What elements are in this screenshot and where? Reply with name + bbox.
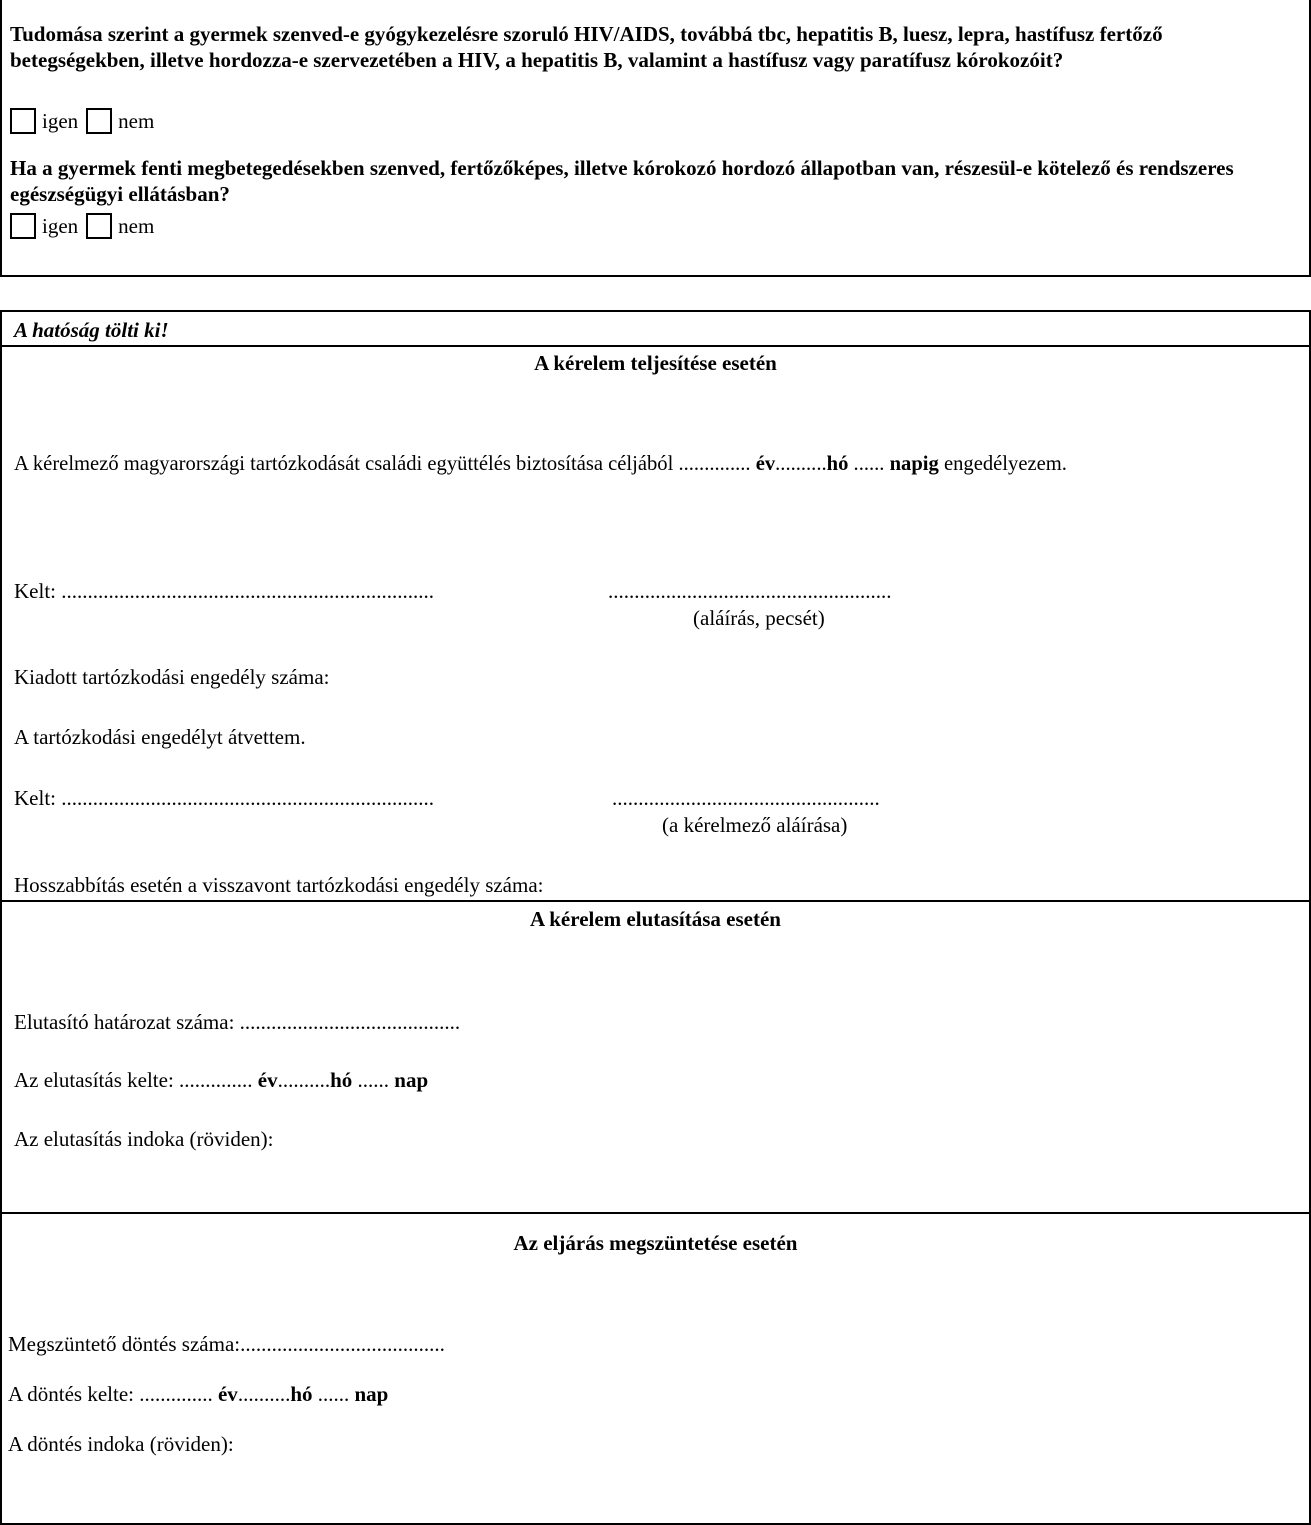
permit-number-label: Kiadott tartózkodási engedély száma:	[14, 665, 330, 689]
question2-no-checkbox[interactable]	[86, 213, 112, 239]
terminate-month-blank: ..........	[237, 1382, 291, 1406]
question1-yes-checkbox[interactable]	[10, 108, 36, 134]
terminate-date[interactable]	[8, 1381, 388, 1407]
grant-sentence	[14, 451, 1067, 477]
reject-day-label: nap	[394, 1068, 429, 1092]
grant-month-blank: ..........	[775, 453, 827, 475]
grant-month-label: hó	[826, 453, 849, 475]
grant-date-field-2[interactable]: Kelt: .......................................................................	[14, 786, 434, 810]
grant-year-label: év	[755, 453, 776, 475]
terminate-reason-label: A döntés indoka (röviden):	[8, 1432, 234, 1456]
grant-sentence-end: engedélyezem.	[943, 453, 1067, 475]
divider-terminate	[2, 1212, 1309, 1214]
question2-yes-checkbox[interactable]	[10, 213, 36, 239]
reject-month-blank: ..........	[277, 1068, 331, 1092]
terminate-day-label: nap	[354, 1382, 389, 1406]
reject-date-label: Az elutasítás kelte: ..............	[14, 1068, 253, 1092]
question-health-care: Ha a gyermek fenti megbetegedésekben szenved, fertőzőképes, illetve kórokozó hordozó állapotban van, részesül-e kötelező és rendszeres egészségügyi ellátásban?	[10, 156, 1234, 206]
terminate-date-label: A döntés kelte: ..............	[8, 1382, 213, 1406]
question2-no-label: nem	[118, 214, 155, 238]
grant-day-label: napig	[889, 453, 939, 475]
grant-sentence-start: A kérelmező magyarországi tartózkodását családi együttélés biztosítása céljából ..............	[14, 453, 751, 475]
terminate-section-title: Az eljárás megszüntetése esetén	[513, 1231, 798, 1255]
question1-options	[10, 108, 154, 134]
permit-received-text: A tartózkodási engedélyt átvettem.	[14, 725, 306, 749]
reject-year-label: év	[257, 1068, 278, 1092]
applicant-signature-caption: (a kérelmező aláírása)	[662, 813, 848, 837]
reject-reason-label: Az elutasítás indoka (röviden):	[14, 1127, 274, 1151]
question1-yes-label: igen	[42, 109, 79, 133]
terminate-month-label: hó	[290, 1382, 313, 1406]
question1-no-checkbox[interactable]	[86, 108, 112, 134]
extension-permit-label: Hosszabbítás esetén a visszavont tartózkodási engedély száma:	[14, 873, 544, 897]
reject-month-label: hó	[330, 1068, 353, 1092]
divider-header	[2, 345, 1309, 347]
question2-yes-label: igen	[42, 214, 79, 238]
terminate-year-label: év	[217, 1382, 238, 1406]
reject-decision-number[interactable]: Elutasító határozat száma: ..........................................	[14, 1010, 461, 1034]
terminate-decision-number[interactable]: Megszüntető döntés száma:.......................................	[8, 1332, 445, 1356]
reject-date[interactable]	[14, 1067, 428, 1093]
question2-options	[10, 213, 154, 239]
terminate-day-blank: ......	[317, 1382, 350, 1406]
authority-header: A hatóság tölti ki!	[14, 318, 169, 342]
reject-day-blank: ......	[357, 1068, 390, 1092]
reject-section-title: A kérelem elutasítása esetén	[530, 907, 781, 931]
grant-date-field-1[interactable]: Kelt: .......................................................................	[14, 579, 434, 603]
grant-day-blank: ......	[853, 453, 885, 475]
applicant-signature-line[interactable]: ...................................................	[612, 786, 880, 810]
question1-no-label: nem	[118, 109, 155, 133]
grant-signature-caption: (aláírás, pecsét)	[693, 606, 825, 630]
question-infectious-disease: Tudomása szerint a gyermek szenved-e gyógykezelésre szoruló HIV/AIDS, továbbá tbc, hepatitis B, luesz, lepra, hastífusz fertőző betegségekben, illetve hordozza-e szervezetében a HIV, a hepatitis B, valamint a hastífusz vagy paratífusz kórokozóit?	[10, 22, 1163, 72]
grant-signature-line[interactable]: ......................................................	[608, 579, 892, 603]
grant-section-title: A kérelem teljesítése esetén	[534, 351, 777, 375]
divider-reject	[2, 900, 1309, 902]
